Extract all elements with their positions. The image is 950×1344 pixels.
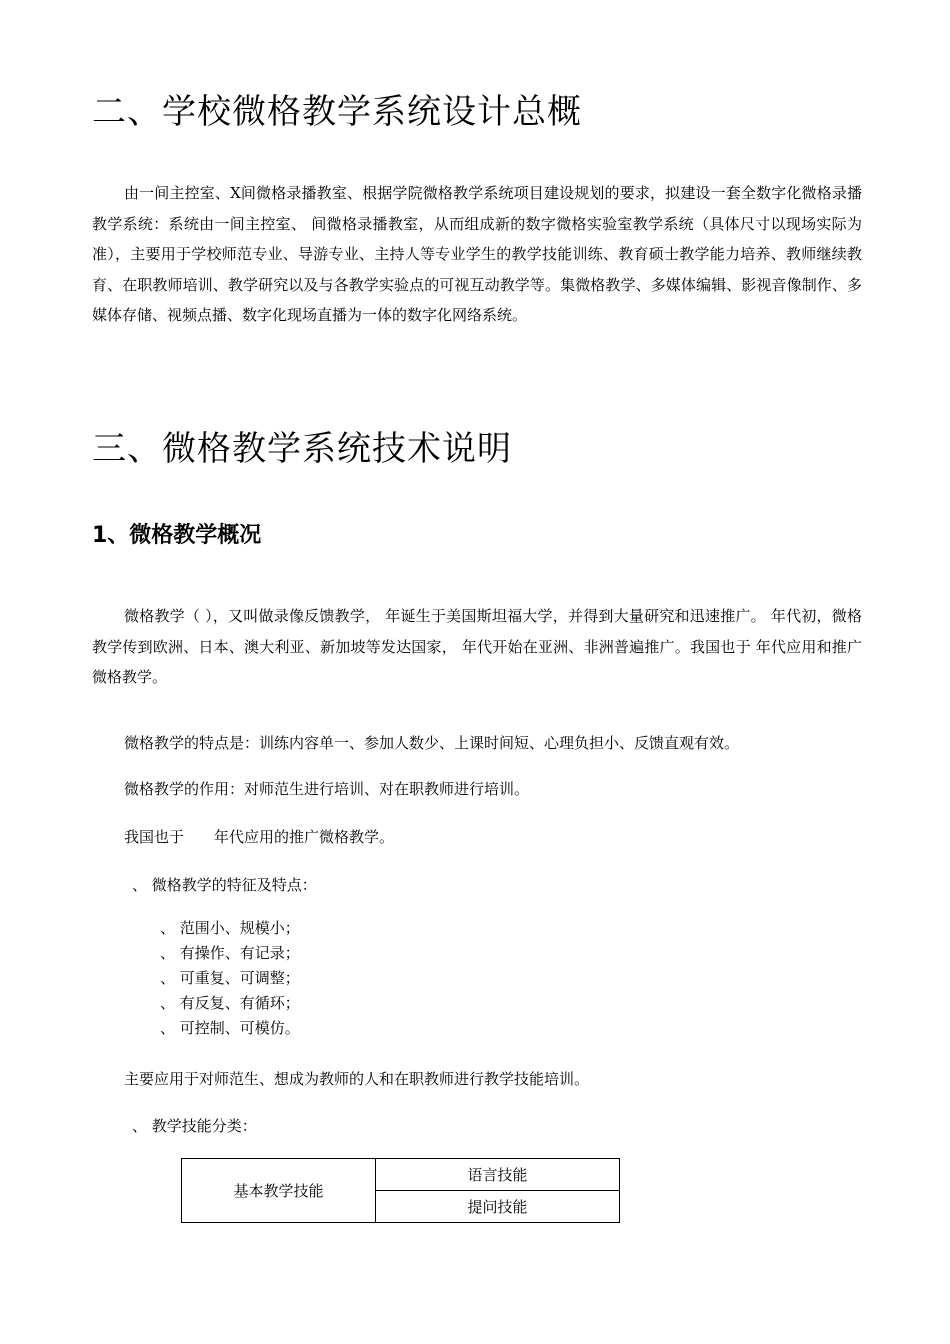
features-line: 微格教学的特点是：训练内容单一、参加人数少、上课时间短、心理负担小、反馈直观有效。	[124, 734, 740, 752]
list-item: 、 有操作、有记录；	[160, 944, 300, 962]
characteristics-list	[160, 916, 300, 1041]
skill-cell: 提问技能	[376, 1191, 620, 1223]
list-item: 、 可控制、可模仿。	[160, 1019, 300, 1037]
skills-table	[181, 1158, 620, 1223]
microteaching-intro-paragraph: 微格教学（ ），又叫做录像反馈教学， 年诞生于美国斯坦福大学，并得到大量研究和迅速推广。 年代初，微格教学传到欧洲、日本、澳大利亚、新加坡等发达国家， 年代开始在亚洲、非洲普遍推广。我国也于 年代应用和推广微格教学。	[92, 607, 862, 686]
table-row	[182, 1159, 620, 1191]
subsection-title-overview: 1、微格教学概况	[92, 523, 262, 548]
list-item: 、 范围小、规模小；	[160, 919, 300, 937]
skill-category-cell: 基本教学技能	[182, 1159, 376, 1223]
china-adoption-line: 我国也于 年代应用的推广微格教学。	[124, 828, 395, 846]
section-title-technical-description: 三、微格教学系统技术说明	[92, 429, 512, 469]
list-item: 、 有反复、有循环；	[160, 994, 300, 1012]
application-line: 主要应用于对师范生、想成为教师的人和在职教师进行教学技能培训。	[124, 1070, 590, 1088]
role-line: 微格教学的作用：对师范生进行培训、对在职教师进行培训。	[124, 780, 530, 798]
characteristics-heading: 、 微格教学的特征及特点：	[132, 876, 317, 894]
section-title-design-overview: 二、学校微格教学系统设计总概	[92, 92, 582, 132]
list-item: 、 可重复、可调整；	[160, 969, 300, 987]
design-overview-paragraph: 由一间主控室、X间微格录播教室、根据学院微格教学系统项目建设规划的要求，拟建设一套全数字化微格录播教学系统：系统由一间主控室、 间微格录播教室，从而组成新的数字微格实验室教学系统（具体尺寸以现场实际为准），主要用于学校师范专业、导游专业、主持人等专业学生的教学技能训练、教育硕士教学能力培养、教师继续教育、在职教师培训、教学研究以及与各教学实验点的可视互动教学等。集微格教学、多媒体编辑、影视音像制作、多媒体存储、视频点播、数字化现场直播为一体的数字化网络系统。	[92, 184, 862, 324]
skill-cell: 语言技能	[376, 1159, 620, 1191]
classification-heading: 、 教学技能分类：	[132, 1117, 257, 1135]
